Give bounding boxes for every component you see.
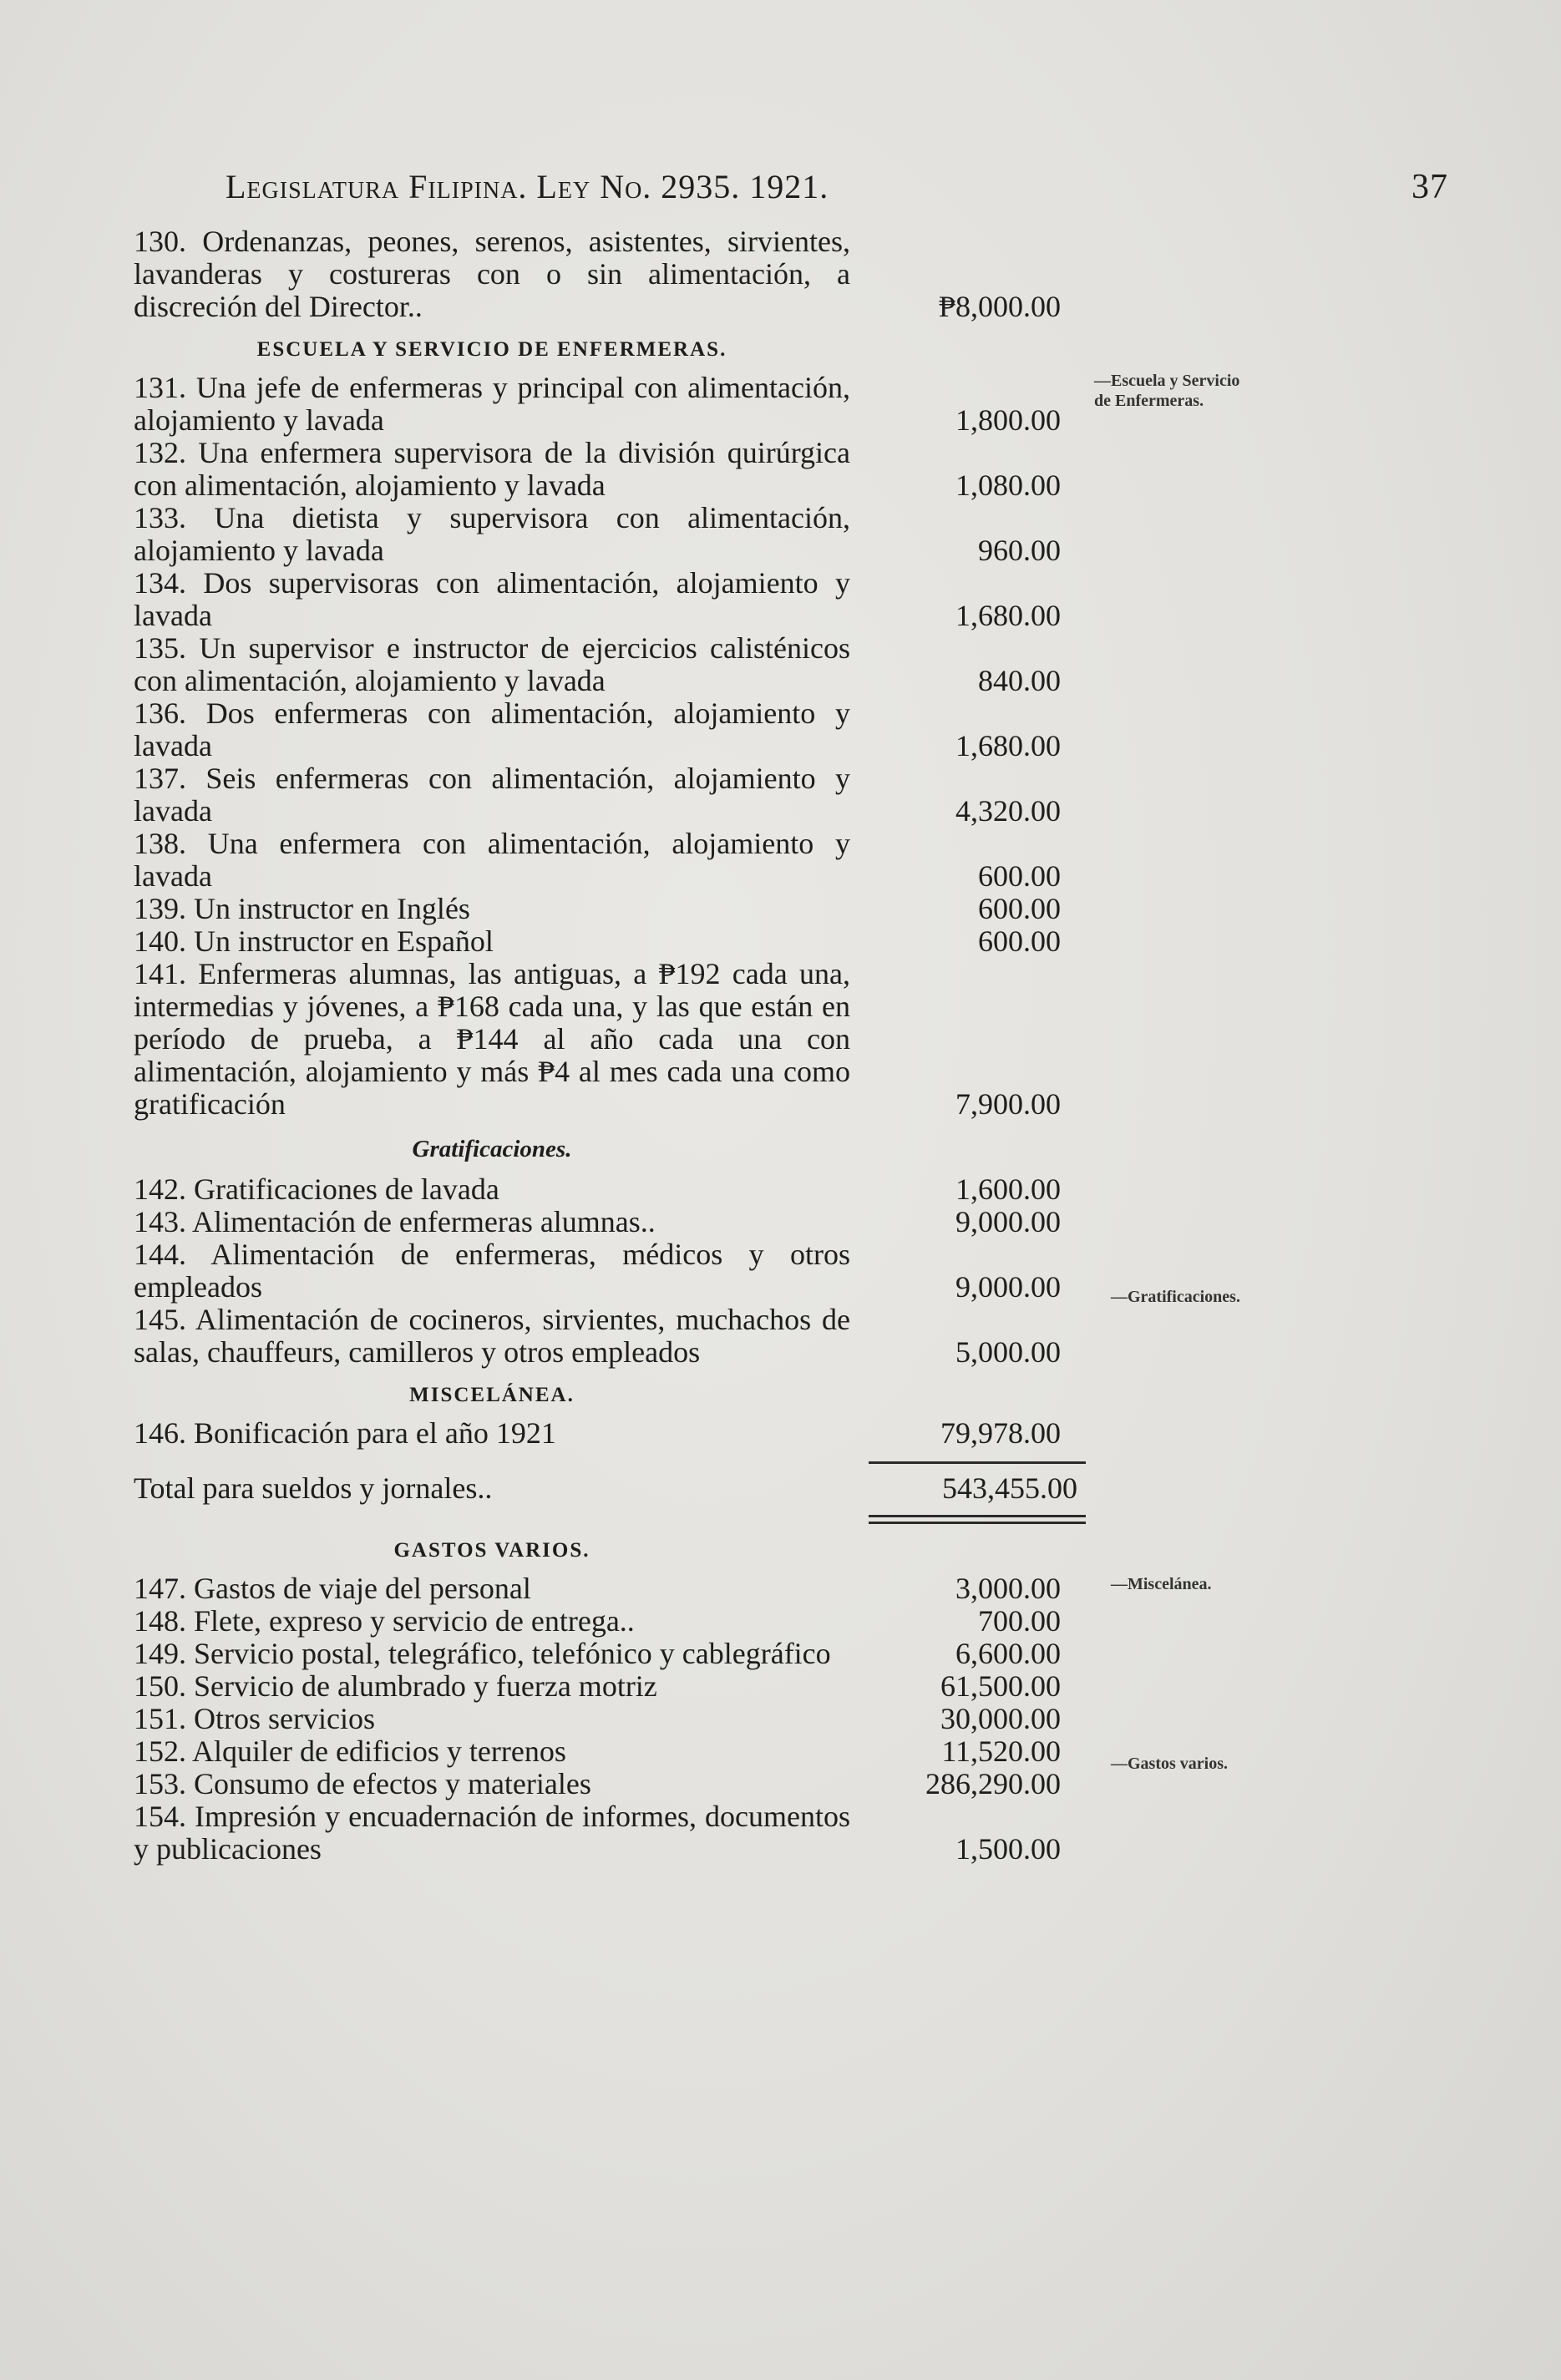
item-amount: 61,500.00 — [940, 1669, 1061, 1703]
item-text: 131. Una jefe de enfermeras y principal con alimentación, alojamiento y lavada — [134, 371, 850, 437]
item-amount: 700.00 — [978, 1604, 1061, 1638]
total-amount: 543,455.00 — [942, 1471, 1077, 1505]
item-text: 153. Consumo de efectos y materiales — [134, 1767, 591, 1800]
item-154 — [134, 1800, 1119, 1866]
item-text: 147. Gastos de viaje del personal — [134, 1572, 531, 1605]
item-text: 143. Alimentación de enfermeras alumnas.. — [134, 1205, 656, 1238]
total-double-rule — [869, 1515, 1086, 1524]
item-134 — [134, 567, 1119, 632]
item-text: 130. Ordenanzas, peones, serenos, asistentes, sirvientes, lavanderas y costureras con o sin alimentación, a discreción del Director.. — [134, 225, 850, 323]
total-label: Total para sueldos y jornales.. — [134, 1471, 493, 1505]
item-text: 134. Dos supervisoras con alimentación, alojamiento y lavada — [134, 566, 850, 632]
item-153 — [134, 1768, 1119, 1800]
item-130 — [134, 225, 1119, 323]
item-135 — [134, 632, 1119, 697]
item-text: 141. Enfermeras alumnas, las antiguas, a ₱192 cada una, intermedias y jóvenes, a ₱168 cada una, y las que están en período de prueba, a ₱144 al año cada una con alimentación, alojamiento y más ₱4 al mes cada una como gratificación — [134, 957, 850, 1121]
item-146 — [134, 1417, 1119, 1450]
item-text: 154. Impresión y encuadernación de informes, documentos y publicaciones — [134, 1800, 850, 1866]
item-text: 150. Servicio de alumbrado y fuerza motriz — [134, 1669, 657, 1703]
item-amount: 1,500.00 — [955, 1832, 1061, 1866]
item-amount: 1,800.00 — [955, 403, 1061, 437]
item-amount: 840.00 — [978, 664, 1061, 697]
item-amount: 3,000.00 — [955, 1572, 1061, 1605]
item-138 — [134, 828, 1119, 893]
item-145 — [134, 1304, 1119, 1369]
item-text: 135. Un supervisor e instructor de ejercicios calisténicos con alimentación, alojamiento y lavada — [134, 631, 850, 697]
item-amount: 1,080.00 — [955, 468, 1061, 502]
item-amount: 9,000.00 — [955, 1205, 1061, 1238]
item-text: 138. Una enfermera con alimentación, alojamiento y lavada — [134, 827, 850, 893]
item-amount: 600.00 — [978, 892, 1061, 925]
item-amount: 30,000.00 — [940, 1702, 1061, 1735]
item-139 — [134, 893, 1119, 925]
item-151 — [134, 1703, 1119, 1735]
item-text: 137. Seis enfermeras con alimentación, alojamiento y lavada — [134, 762, 850, 828]
item-amount: 1,600.00 — [955, 1172, 1061, 1206]
item-132 — [134, 437, 1119, 502]
item-amount: 600.00 — [978, 859, 1061, 893]
item-text: 140. Un instructor en Español — [134, 924, 494, 958]
item-152 — [134, 1735, 1119, 1768]
page-number: 37 — [1411, 168, 1448, 206]
margin-note-gastos: —Gastos varios. — [1111, 1755, 1228, 1773]
section-heading-escuela: ESCUELA Y SERVICIO DE ENFERMERAS. — [256, 338, 727, 361]
item-amount: 7,900.00 — [955, 1087, 1061, 1121]
margin-note-gratificaciones: —Gratificaciones. — [1111, 1288, 1240, 1306]
item-150 — [134, 1670, 1119, 1703]
item-149 — [134, 1638, 1119, 1670]
item-text: 149. Servicio postal, telegráfico, telefónico y cablegráfico — [134, 1637, 831, 1670]
item-amount: 11,520.00 — [941, 1734, 1061, 1768]
item-143 — [134, 1206, 1119, 1238]
item-148 — [134, 1605, 1119, 1638]
item-text: 139. Un instructor en Inglés — [134, 892, 470, 925]
item-amount: 6,600.00 — [955, 1637, 1061, 1670]
item-amount: 600.00 — [978, 924, 1061, 958]
item-text: 146. Bonificación para el año 1921 — [134, 1416, 556, 1450]
item-amount: 286,290.00 — [925, 1767, 1061, 1800]
item-text: 152. Alquiler de edificios y terrenos — [134, 1734, 566, 1768]
item-amount: 79,978.00 — [940, 1416, 1061, 1450]
margin-note-text: —Escuela y Servicio de Enfermeras. — [1094, 372, 1240, 410]
item-amount: ₱8,000.00 — [938, 290, 1061, 323]
section-heading-miscelanea: MISCELÁNEA. — [409, 1384, 575, 1406]
item-amount: 960.00 — [978, 534, 1061, 567]
item-141 — [134, 958, 1119, 1121]
item-140 — [134, 925, 1119, 958]
item-144 — [134, 1238, 1119, 1304]
running-header — [226, 167, 829, 206]
item-text: 144. Alimentación de enfermeras, médicos y otros empleados — [134, 1238, 850, 1304]
item-amount: 1,680.00 — [955, 729, 1061, 762]
header-title: Legislatura Filipina. Ley No. 2935. 1921. — [226, 168, 829, 205]
total-row — [134, 1472, 1119, 1505]
item-137 — [134, 762, 1119, 828]
item-amount: 4,320.00 — [955, 794, 1061, 828]
section-heading-gratificaciones: Gratificaciones. — [412, 1136, 572, 1162]
section-heading-gastos: GASTOS VARIOS. — [393, 1539, 590, 1562]
margin-note-escuela — [1094, 371, 1239, 411]
item-131 — [134, 372, 1119, 437]
item-142 — [134, 1173, 1119, 1206]
item-147 — [134, 1572, 1119, 1605]
item-amount: 1,680.00 — [955, 599, 1061, 632]
budget-column — [134, 225, 1119, 1866]
item-text: 151. Otros servicios — [134, 1702, 375, 1735]
item-136 — [134, 697, 1119, 762]
item-text: 133. Una dietista y supervisora con alimentación, alojamiento y lavada — [134, 501, 850, 567]
item-amount: 9,000.00 — [955, 1270, 1061, 1304]
item-133 — [134, 502, 1119, 567]
item-text: 132. Una enfermera supervisora de la división quirúrgica con alimentación, alojamiento y lavada — [134, 436, 850, 502]
item-text: 145. Alimentación de cocineros, sirvientes, muchachos de salas, chauffeurs, camilleros y otros empleados — [134, 1303, 850, 1369]
item-amount: 5,000.00 — [955, 1335, 1061, 1369]
item-text: 136. Dos enfermeras con alimentación, alojamiento y lavada — [134, 696, 850, 762]
margin-note-miscelanea: —Miscelánea. — [1111, 1575, 1212, 1593]
subtotal-rule — [869, 1461, 1086, 1464]
item-text: 142. Gratificaciones de lavada — [134, 1172, 499, 1206]
item-text: 148. Flete, expreso y servicio de entrega.. — [134, 1604, 635, 1638]
